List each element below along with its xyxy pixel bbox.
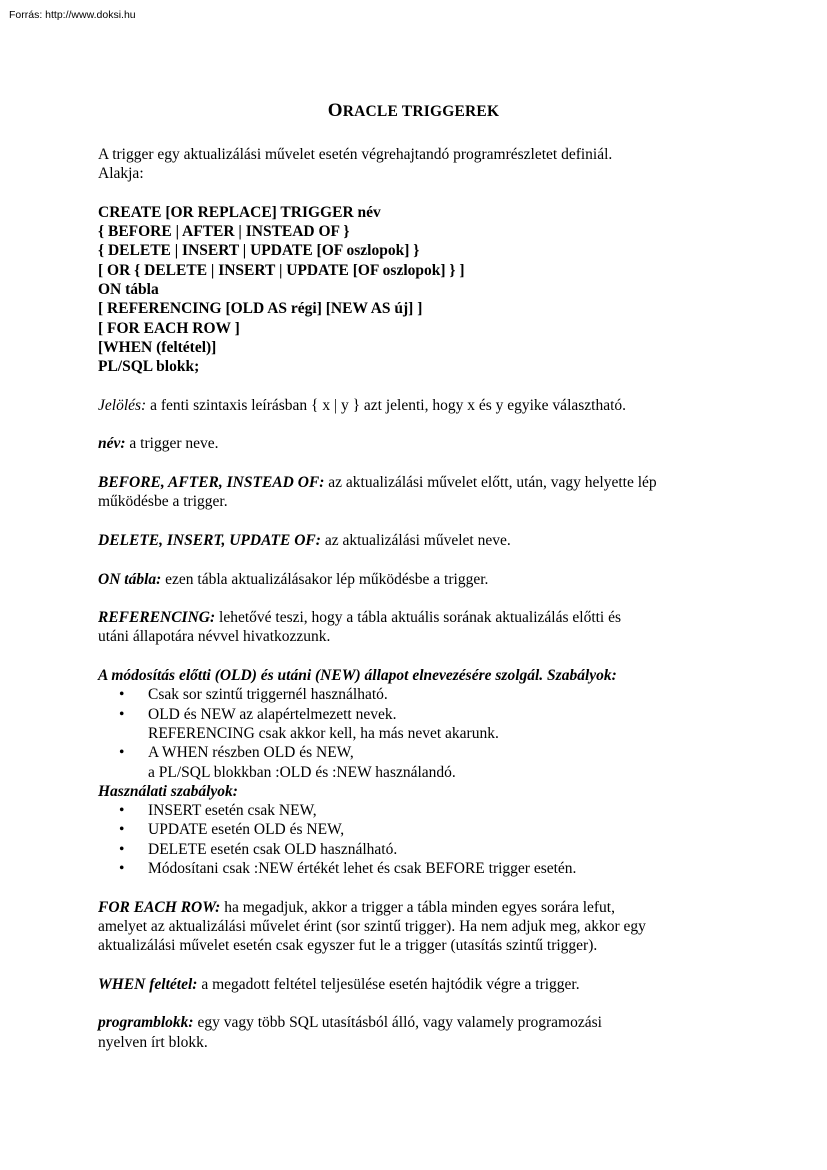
programblock-definition-cont: nyelven írt blokk.	[98, 1033, 208, 1051]
list-item	[98, 743, 718, 782]
for-each-row-definition-cont: aktualizálási művelet esetén csak egyszer fut le a trigger (utasítás szintű trigger).	[98, 937, 598, 955]
list-item	[98, 820, 718, 839]
name-definition	[98, 434, 718, 453]
when-term: WHEN feltétel:	[98, 975, 198, 993]
old-new-heading: A módosítás előtti (OLD) és utáni (NEW) állapot elnevezésére szolgál. Szabályok:	[98, 667, 617, 685]
on-table-text: ezen tábla aktualizálásakor lép működésbe a trigger.	[161, 570, 489, 588]
event-term: DELETE, INSERT, UPDATE OF:	[98, 531, 321, 549]
syntax-line: [ REFERENCING [OLD AS régi] [NEW AS új] ]	[98, 300, 423, 318]
when-definition	[98, 975, 718, 994]
bullet-icon: •	[119, 705, 125, 723]
referencing-text: lehetővé teszi, hogy a tábla aktuális sorának aktualizálás előtti és	[215, 609, 622, 627]
event-definition	[98, 531, 718, 550]
for-each-row-definition-cont: amelyet az aktualizálási művelet érint (sor szintű trigger). Ha nem adjuk meg, akkor egy	[98, 917, 646, 935]
title-initial: O	[327, 100, 343, 121]
when-text: a megadott feltétel teljesülése esetén hajtódik végre a trigger.	[197, 975, 580, 993]
syntax-line: ON tábla	[98, 281, 159, 299]
for-each-row-text: ha megadjuk, akkor a trigger a tábla minden egyes sorára lefut,	[220, 898, 615, 916]
programblock-text: egy vagy több SQL utasításból álló, vagy valamely programozási	[193, 1014, 602, 1032]
syntax-line: CREATE [OR REPLACE] TRIGGER név	[98, 203, 381, 221]
syntax-line: [ OR { DELETE | INSERT | UPDATE [OF oszlopok] } ]	[98, 261, 465, 279]
referencing-definition-cont: utáni állapotára névvel hivatkozzunk.	[98, 628, 331, 646]
notation-text: a fenti szintaxis leírásban { x | y } azt jelenti, hogy x és y egyike választható.	[146, 396, 627, 414]
bullet-icon: •	[119, 840, 125, 858]
usage-heading: Használati szabályok:	[98, 782, 238, 800]
list-item	[98, 705, 718, 744]
timing-text: az aktualizálási művelet előtt, után, vagy helyette lép	[324, 474, 657, 492]
timing-term: BEFORE, AFTER, INSTEAD OF:	[98, 474, 325, 492]
list-item-text: Csak sor szintű triggernél használható.	[148, 686, 388, 704]
event-text: az aktualizálási művelet neve.	[320, 531, 511, 549]
list-item-text: INSERT esetén csak NEW,	[148, 802, 317, 820]
notation-paragraph	[98, 396, 718, 415]
name-term: név:	[98, 435, 126, 453]
list-item	[98, 685, 718, 704]
list-item	[98, 801, 718, 820]
list-item-text-cont: a PL/SQL blokkban :OLD és :NEW használandó.	[148, 763, 456, 781]
syntax-line: PL/SQL blokk;	[98, 358, 200, 376]
intro-line-1: A trigger egy aktualizálási művelet esetén végrehajtandó programrészletet definiál.	[98, 146, 613, 163]
syntax-block	[98, 203, 718, 377]
on-table-term: ON tábla:	[98, 570, 162, 588]
list-item-text: DELETE esetén csak OLD használható.	[148, 840, 398, 858]
syntax-line: { BEFORE | AFTER | INSTEAD OF }	[98, 223, 350, 241]
bullet-icon: •	[119, 686, 125, 704]
programblock-definition	[98, 1013, 718, 1032]
usage-rules-list	[98, 801, 718, 878]
list-item	[98, 840, 718, 859]
timing-definition-cont: működésbe a trigger.	[98, 493, 228, 511]
list-item-text-cont: REFERENCING csak akkor kell, ha más nevet akarunk.	[148, 724, 499, 742]
notation-term: Jelölés:	[98, 396, 147, 414]
bullet-icon: •	[119, 802, 125, 820]
referencing-term: REFERENCING:	[98, 609, 216, 627]
bullet-icon: •	[119, 744, 125, 762]
syntax-line: [ FOR EACH ROW ]	[98, 319, 240, 337]
referencing-definition	[98, 608, 718, 627]
list-item	[98, 859, 718, 878]
syntax-line: { DELETE | INSERT | UPDATE [OF oszlopok] }	[98, 242, 420, 260]
timing-definition	[98, 473, 718, 492]
page-title	[0, 101, 827, 122]
programblock-term: programblokk:	[98, 1014, 194, 1032]
list-item-text: Módosítani csak :NEW értékét lehet és csak BEFORE trigger esetén.	[148, 859, 577, 877]
list-item-text: UPDATE esetén OLD és NEW,	[148, 821, 345, 839]
title-rest: RACLE TRIGGEREK	[342, 103, 500, 120]
old-new-rules-list	[98, 685, 718, 781]
for-each-row-definition	[98, 898, 718, 917]
list-item-text: OLD és NEW az alapértelmezett nevek.	[148, 705, 397, 723]
document-body	[98, 145, 718, 1052]
name-text: a trigger neve.	[125, 435, 219, 453]
for-each-row-term: FOR EACH ROW:	[98, 898, 221, 916]
on-table-definition	[98, 570, 718, 589]
bullet-icon: •	[119, 821, 125, 839]
bullet-icon: •	[119, 859, 125, 877]
intro-line-2: Alakja:	[98, 165, 144, 183]
syntax-line: [WHEN (feltétel)]	[98, 338, 217, 356]
list-item-text: A WHEN részben OLD és NEW,	[148, 744, 354, 762]
source-note: Forrás: http://www.doksi.hu	[9, 9, 136, 21]
